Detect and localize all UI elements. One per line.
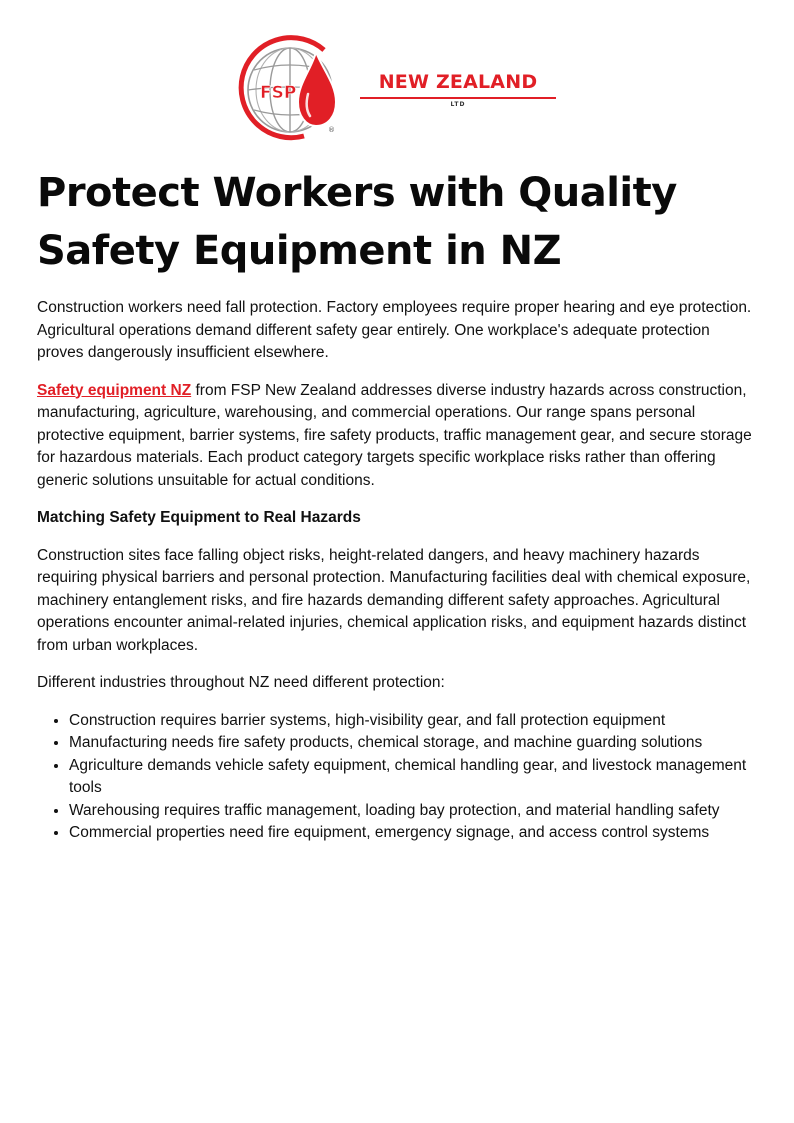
safety-equipment-link[interactable]: Safety equipment NZ — [37, 381, 192, 399]
fsp-globe-drop-icon — [238, 34, 344, 142]
logo-divider — [360, 97, 556, 99]
intro-paragraph: Construction workers need fall protection. Factory employees require proper hearing and eye protection. Agricultural operations demand different safety gear entirely. One workplace's adequate protection proves dangerously insufficient elsewhere. — [37, 299, 752, 361]
industry-list — [37, 710, 759, 845]
list-item: • Construction requires barrier systems, high-visibility gear, and fall protection equipment — [69, 710, 759, 733]
page-title: Protect Workers with Quality Safety Equipment in NZ — [37, 170, 677, 274]
article-body — [37, 297, 759, 845]
logo-nz-name: NEW ZEALAND — [378, 71, 538, 93]
list-item: • Agriculture demands vehicle safety equipment, chemical handling gear, and livestock management tools — [69, 755, 759, 800]
hazards-paragraph: Construction sites face falling object risks, height-related dangers, and heavy machinery hazards requiring physical barriers and personal protection. Manufacturing facilities deal with chemical exposure, machinery entanglement risks, and fire hazards demanding different safety approaches. Agricultural operations encounter animal-related injuries, chemical application risks, and equipment hazards distinct from urban workplaces. — [37, 546, 751, 654]
section-heading: Matching Safety Equipment to Real Hazards — [37, 509, 361, 526]
list-intro: Different industries throughout NZ need different protection: — [37, 674, 445, 691]
overview-paragraph-text: from FSP New Zealand addresses diverse industry hazards across construction, manufacturing, agriculture, warehousing, and commercial operations. Our range spans personal protective equipment, barrier systems, fire safety products, traffic management gear, and secure storage for hazardous materials. Each product category targets specific workplace risks rather than offering generic solutions unsuitable for actual conditions. — [37, 381, 752, 489]
logo-ltd: LTD — [450, 101, 466, 108]
company-logo — [238, 34, 558, 142]
overview-paragraph — [37, 380, 759, 493]
logo-wordmark — [360, 70, 556, 108]
list-item: • Warehousing requires traffic management, loading bay protection, and material handling safety — [69, 800, 759, 823]
logo-mark-text: FSP — [260, 83, 297, 103]
registered-mark: ® — [328, 126, 335, 134]
list-item: • Manufacturing needs fire safety products, chemical storage, and machine guarding solutions — [69, 732, 759, 755]
list-item: • Commercial properties need fire equipment, emergency signage, and access control systems — [69, 822, 759, 845]
